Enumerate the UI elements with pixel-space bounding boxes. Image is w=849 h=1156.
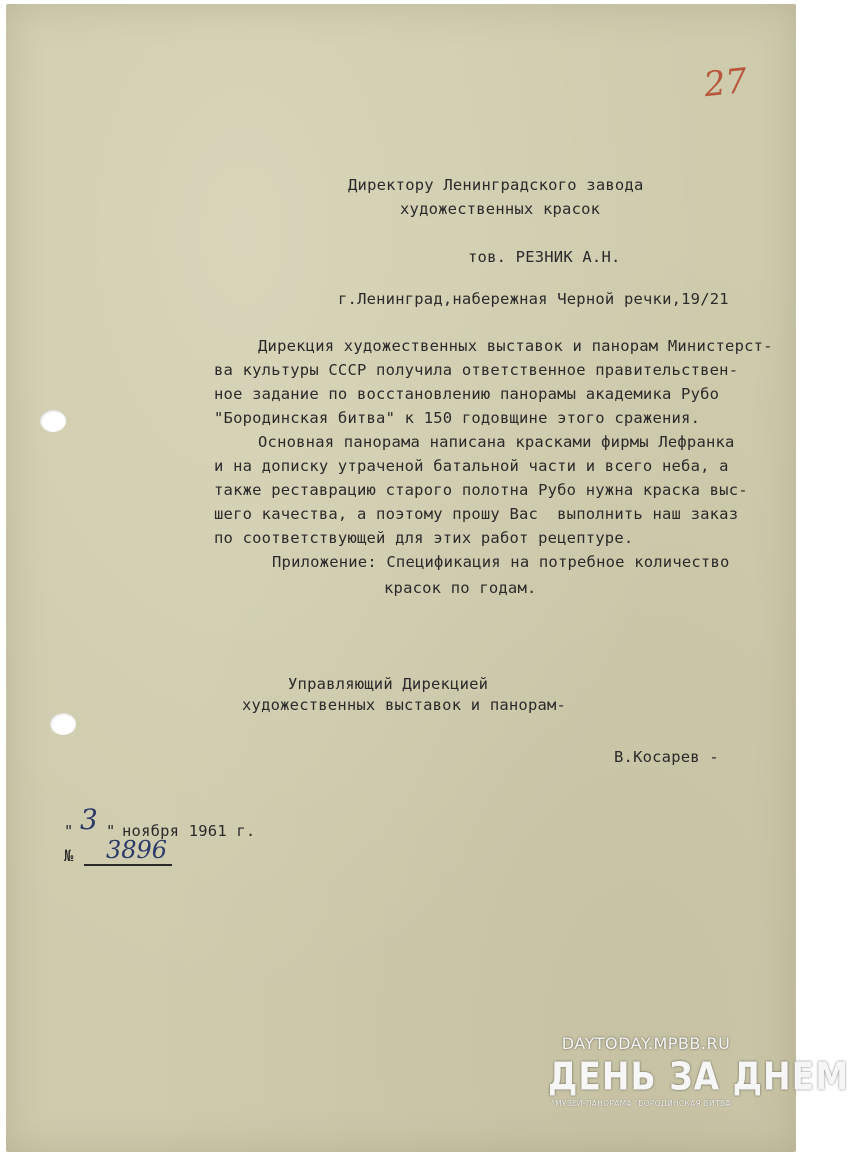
document-number-label: №: [64, 847, 74, 865]
body-line: по соответствующей для этих работ рецептуре.: [214, 529, 634, 547]
watermark-url: DAYTODAY.MPBB.RU: [561, 1034, 731, 1053]
punch-hole-bottom: [50, 713, 76, 735]
attachment-line-2: красок по годам.: [384, 579, 537, 597]
addressee-address: г.Ленинград,набережная Черной речки,19/21: [338, 290, 729, 308]
watermark-subtitle: "МУЗЕЙ-ПАНОРАМА "БОРОДИНСКАЯ БИТВА": [551, 1099, 735, 1108]
body-line: Дирекция художественных выставок и панорам Министерст-: [258, 337, 773, 355]
signature-name: В.Косарев -: [614, 748, 719, 766]
addressee-name: тов. РЕЗНИК А.Н.: [468, 248, 621, 266]
document-number-handwritten: 3896: [106, 836, 168, 864]
punch-hole-top: [40, 410, 66, 432]
archive-page-number: 27: [702, 60, 750, 106]
attachment-line-1: Приложение: Спецификация на потребное количество: [272, 553, 730, 571]
date-close-quote: ": [106, 822, 116, 840]
body-line: Основная панорама написана красками фирмы Лефранка: [258, 433, 735, 451]
body-line: ва культуры СССР получила ответственное правительствен-: [214, 361, 739, 379]
signature-title-1: Управляющий Дирекцией: [288, 675, 489, 693]
body-line: также реставрацию старого полотна Рубо нужна краска выс-: [214, 481, 748, 499]
date-text: ноября 1961 г.: [122, 822, 256, 840]
date-day-handwritten: 3: [80, 803, 98, 836]
watermark-title: ДЕНЬ ЗА ДНЕМ: [548, 1054, 849, 1099]
date-open-quote: ": [64, 822, 74, 840]
addressee-line-2: художественных красок: [400, 200, 601, 218]
body-line: и на дописку утраченой батальной части и всего неба, а: [214, 457, 729, 475]
addressee-line-1: Директору Ленинградского завода: [348, 176, 644, 194]
document-number-underline: [84, 864, 172, 866]
body-line: шего качества, а поэтому прошу Вас выполнить наш заказ: [214, 505, 739, 523]
signature-title-2: художественных выставок и панорам-: [242, 696, 567, 714]
body-line: ное задание по восстановлению панорамы академика Рубо: [214, 385, 720, 403]
body-line: "Бородинская битва" к 150 годовщине этого сражения.: [214, 409, 701, 427]
